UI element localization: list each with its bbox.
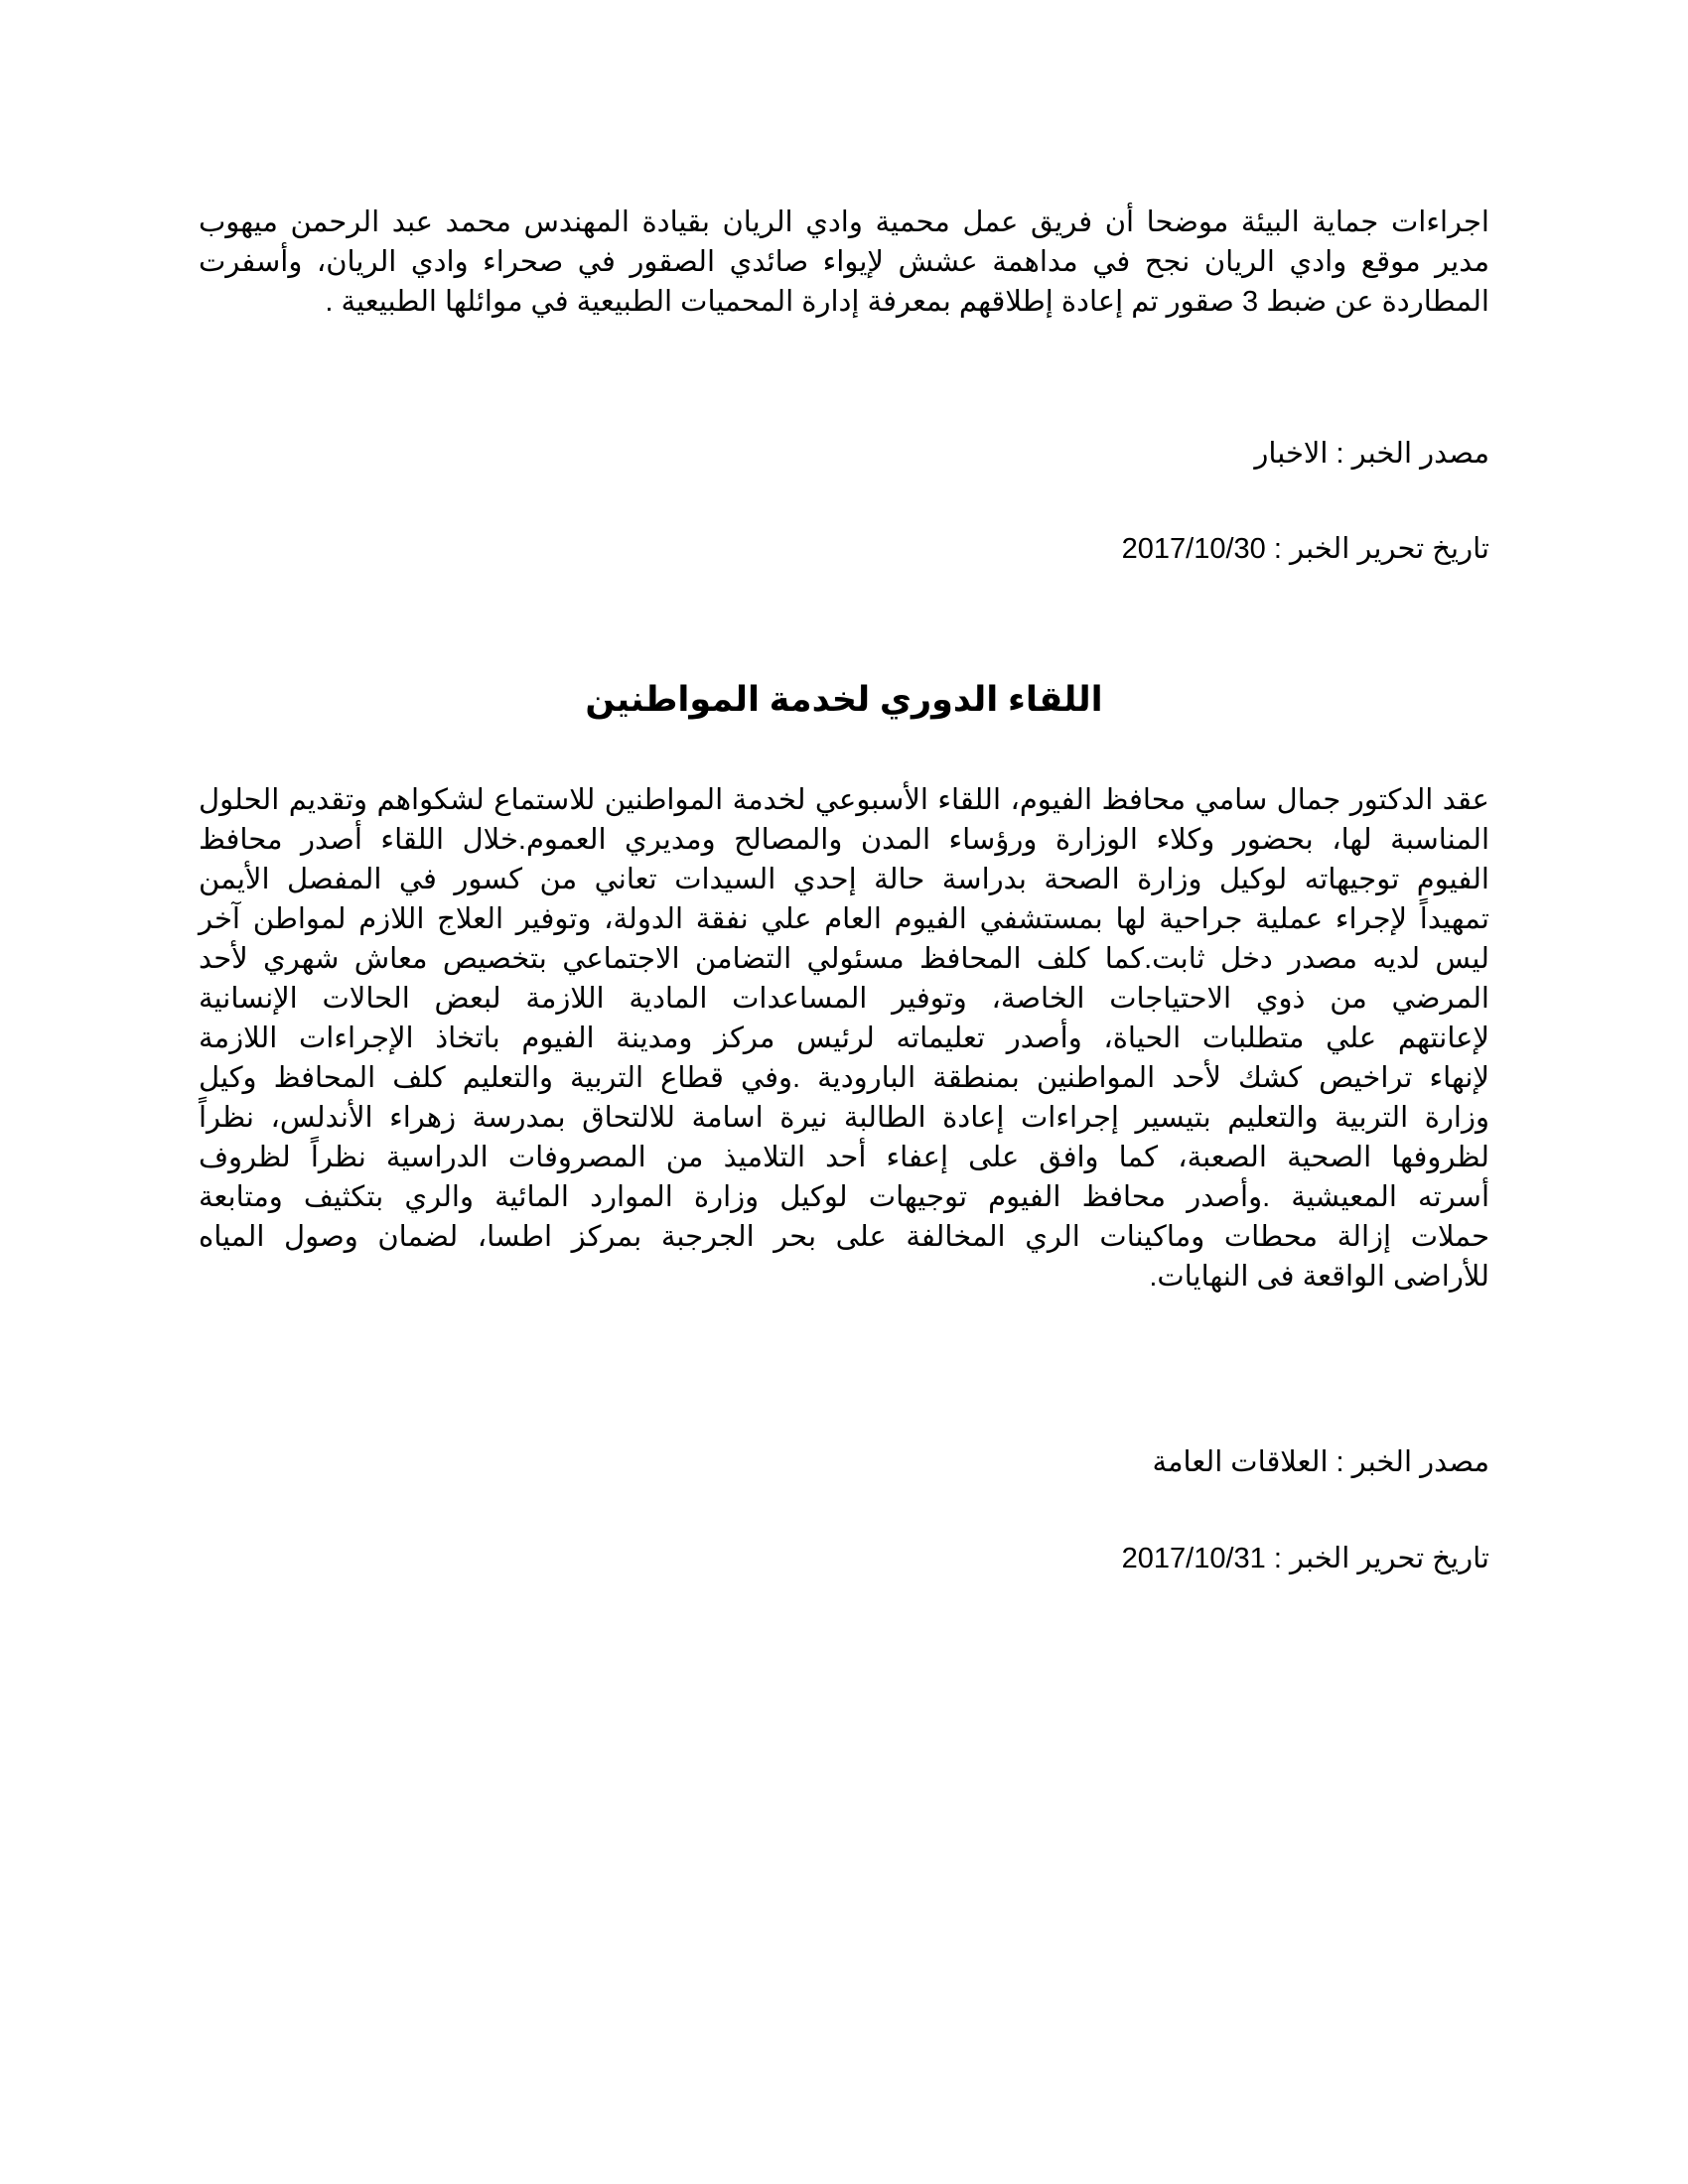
article-2-title: اللقاء الدوري لخدمة المواطنين [585, 680, 1103, 719]
paragraph-line: لإعانتهم علي متطلبات الحياة، وأصدر تعليماته لرئيس مركز ومدينة الفيوم باتخاذ الإجراءات اللازمة [199, 1023, 1489, 1054]
paragraph-line: مدير موقع وادي الريان نجح في مداهمة عشش لإيواء صائدي الصقور في صحراء وادي الريان، وأسفرت [199, 246, 1489, 278]
paragraph-line: لظروفها الصحية الصعبة، كما وافق على إعفاء أحد التلاميذ من المصروفات الدراسية نظراً لظروف [199, 1142, 1489, 1173]
article-2-source [1152, 1442, 1489, 1482]
paragraph-line: لإنهاء تراخيص كشك لأحد المواطنين بمنطقة البارودية .وفي قطاع التربية والتعليم كلف المحافظ وكيل [199, 1062, 1489, 1094]
paragraph-line: عقد الدكتور جمال سامي محافظ الفيوم، اللقاء الأسبوعي لخدمة المواطنين للاستماع لشكواهم وتقديم الحلول [199, 784, 1489, 816]
article-1-body [199, 203, 1489, 322]
paragraph-line: الفيوم توجيهاته لوكيل وزارة الصحة بدراسة حالة إحدي السيدات تعاني من كسور في المفصل الأيمن [199, 864, 1489, 895]
news-date: تاريخ تحرير الخبر : 2017/10/31 [1121, 1543, 1489, 1574]
article-2-body [199, 780, 1489, 1297]
paragraph-line: المطاردة عن ضبط 3 صقور تم إعادة إطلاقهم بمعرفة إدارة المحميات الطبيعية في موائلها الطبيعية . [325, 286, 1489, 318]
paragraph-line: تمهيداً لإجراء عملية جراحية لها بمستشفي الفيوم العام علي نفقة الدولة، وتوفير العلاج اللازم لمواطن آخر [199, 903, 1489, 935]
paragraph-line: المناسبة لها، بحضور وكلاء الوزارة ورؤساء المدن والمصالح ومديري العموم.خلال اللقاء أصدر محافظ [199, 824, 1489, 856]
article-1-date [1122, 529, 1489, 569]
paragraph-line: أسرته المعيشية .وأصدر محافظ الفيوم توجيهات لوكيل وزارة الموارد المائية والري بتكثيف ومتابعة [199, 1181, 1489, 1213]
news-source: مصدر الخبر : الاخبار [1254, 438, 1489, 470]
article-2-date [1122, 1539, 1489, 1578]
paragraph-line: للأراضى الواقعة فى النهايات. [1149, 1261, 1489, 1293]
paragraph-line: حملات إزالة محطات وماكينات الري المخالفة على بحر الجرجبة بمركز اطسا، لضمان وصول المياه [199, 1221, 1489, 1253]
news-source: مصدر الخبر : العلاقات العامة [1152, 1446, 1489, 1478]
article-1-source [1254, 434, 1489, 474]
paragraph-line: وزارة التربية والتعليم بتيسير إجراءات إعادة الطالبة نيرة اسامة للالتحاق بمدرسة زهراء الأندلس، نظراً [199, 1102, 1489, 1134]
paragraph-line: اجراءات جماية البيئة موضحا أن فريق عمل محمية وادي الريان بقيادة المهندس محمد عبد الرحمن ميهوب [199, 206, 1489, 238]
paragraph-line: ليس لديه مصدر دخل ثابت.كما كلف المحافظ مسئولي التضامن الاجتماعي بتخصيص معاش شهري لأحد [199, 943, 1489, 975]
paragraph-line: المرضي من ذوي الاحتياجات الخاصة، وتوفير المساعدات المادية اللازمة لبعض الحالات الإنسانية [199, 983, 1489, 1015]
news-date: تاريخ تحرير الخبر : 2017/10/30 [1121, 533, 1489, 565]
